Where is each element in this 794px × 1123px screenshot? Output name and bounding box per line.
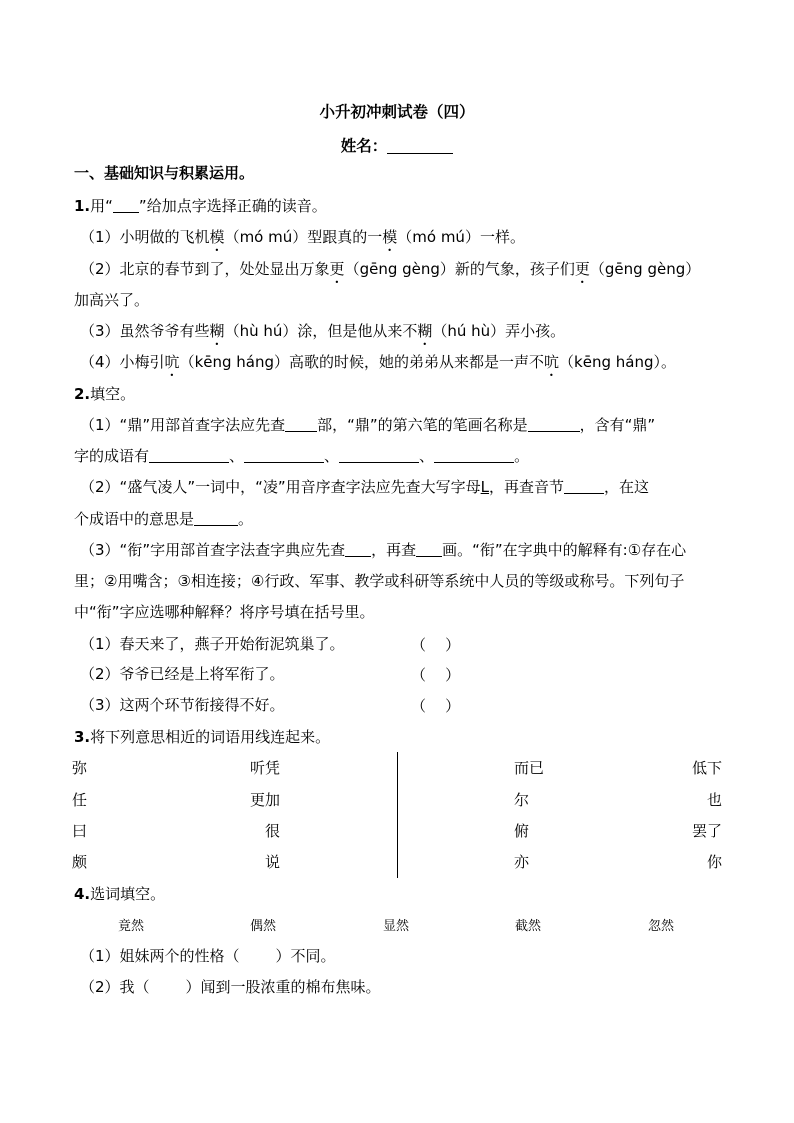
q2-line-3-cont-1: 里；②用嘴含；③相连接；④行政、军事、教学或科研等系统中人员的等级或称号。下列句子 xyxy=(74,572,685,590)
dotted-char: 吭 xyxy=(164,353,180,371)
dotted-char: 糊 xyxy=(417,322,433,340)
q2-line-2: （2）“盛气凌人”一词中，“凌”用音序查字法应先查大写字母L，再查音节 ，在这 xyxy=(80,478,650,496)
letter-answer: L xyxy=(480,478,489,496)
dotted-char: 更 xyxy=(574,260,590,278)
match-left-word[interactable]: 弥 xyxy=(72,759,88,777)
underline-sample xyxy=(113,197,139,213)
match-right-word[interactable]: 俯 xyxy=(514,822,530,840)
word-option: 竟然 xyxy=(118,919,145,934)
name-label: 姓名： xyxy=(340,137,388,155)
q2-sentence-2: （2）爷爷已经是上将军衔了。 xyxy=(80,665,285,683)
name-blank[interactable] xyxy=(387,137,453,154)
word-option: 偶然 xyxy=(250,919,277,934)
q4-sentence-2: （2）我（ ）闻到一股浓重的棉布焦味。 xyxy=(80,978,381,996)
answer-blank[interactable] xyxy=(339,447,419,463)
answer-blank[interactable] xyxy=(345,541,371,557)
answer-blank[interactable] xyxy=(285,416,317,432)
word-option: 忽然 xyxy=(648,919,675,934)
answer-blank[interactable] xyxy=(528,416,580,432)
match-right-meaning[interactable]: 低下 xyxy=(691,759,722,777)
answer-parentheses[interactable]: （ ） xyxy=(411,666,461,684)
match-left-word[interactable]: 曰 xyxy=(72,822,88,840)
section-heading: 一、基础知识与积累运用。 xyxy=(74,164,255,182)
q2-sentence-1: （1）春天来了，燕子开始衔泥筑巢了。 xyxy=(80,635,345,653)
answer-parentheses[interactable]: （ ） xyxy=(411,697,461,715)
q4-sentence-1: （1）姐妹两个的性格（ ）不同。 xyxy=(80,947,336,965)
question-number: 3. xyxy=(74,728,91,746)
answer-blank[interactable] xyxy=(434,447,514,463)
q2-sentence-3: （3）这两个环节衔接得不好。 xyxy=(80,696,285,714)
question-4-heading: 4.选词填空。 xyxy=(74,885,166,903)
question-3-heading: 3.将下列意思相近的词语用线连起来。 xyxy=(74,728,331,746)
q2-line-1: （1）“鼎”用部首查字法应先查 部，“鼎”的第六笔的笔画名称是 ，含有“鼎” xyxy=(80,416,656,434)
q2-line-1-cont: 字的成语有 、 、 、 。 xyxy=(74,447,530,465)
page-title: 小升初冲刺试卷（四） xyxy=(319,103,475,121)
answer-blank[interactable] xyxy=(194,510,238,526)
question-number: 1. xyxy=(74,197,91,215)
match-left-meaning[interactable]: 听凭 xyxy=(249,759,280,777)
word-option: 截然 xyxy=(515,919,542,934)
q1-line-4: （4）小梅引吭（kēng háng）高歌的时候，她的弟弟从来都是一声不吭（kēng háng）。 xyxy=(80,353,676,371)
match-left-meaning[interactable]: 说 xyxy=(264,853,280,871)
match-right-meaning[interactable]: 你 xyxy=(706,853,722,871)
word-option: 显然 xyxy=(383,919,410,934)
q1-line-1: （1）小明做的飞机模（mó mú）型跟真的一模（mó mú）一样。 xyxy=(80,228,525,246)
answer-blank[interactable] xyxy=(149,447,229,463)
question-number: 2. xyxy=(74,385,91,403)
answer-parentheses[interactable]: （ ） xyxy=(411,636,461,654)
q2-line-3: （3）“衔”字用部首查字法查字典应先查 ，再查 画。“衔”在字典中的解释有:①存在心 xyxy=(80,541,687,559)
match-right-word[interactable]: 尔 xyxy=(514,791,530,809)
question-2-heading: 2.填空。 xyxy=(74,385,136,403)
match-right-word[interactable]: 亦 xyxy=(514,853,530,871)
question-number: 4. xyxy=(74,885,91,903)
answer-blank[interactable] xyxy=(416,541,442,557)
dotted-char: 更 xyxy=(329,260,345,278)
answer-blank[interactable] xyxy=(244,447,324,463)
q1-line-2: （2）北京的春节到了，处处显出万象更（gēng gèng）新的气象，孩子们更（gēng gèng） xyxy=(80,260,701,278)
column-divider xyxy=(397,752,398,878)
q1-line-2-cont: 加高兴了。 xyxy=(74,291,150,309)
name-field xyxy=(0,134,794,156)
q2-line-3-cont-2: 中“衔”字应选哪种解释？将序号填在括号里。 xyxy=(74,603,375,621)
match-left-word[interactable]: 颇 xyxy=(72,853,88,871)
dotted-char: 糊 xyxy=(209,322,225,340)
q2-line-2-cont: 个成语中的意思是 。 xyxy=(74,510,254,528)
q1-line-3: （3）虽然爷爷有些糊（hù hú）涂，但是他从来不糊（hú hù）弄小孩。 xyxy=(80,322,566,340)
match-right-meaning[interactable]: 也 xyxy=(706,791,722,809)
dotted-char: 模 xyxy=(209,228,225,246)
match-right-word[interactable]: 而已 xyxy=(514,759,545,777)
match-left-meaning[interactable]: 更加 xyxy=(249,791,280,809)
dotted-char: 吭 xyxy=(544,353,560,371)
dotted-char: 模 xyxy=(382,228,398,246)
match-left-word[interactable]: 任 xyxy=(72,791,88,809)
match-left-meaning[interactable]: 很 xyxy=(264,822,280,840)
match-right-meaning[interactable]: 罢了 xyxy=(691,822,722,840)
answer-blank[interactable] xyxy=(564,478,604,494)
question-1-heading: 1.用“ ”给加点字选择正确的读音。 xyxy=(74,197,327,215)
